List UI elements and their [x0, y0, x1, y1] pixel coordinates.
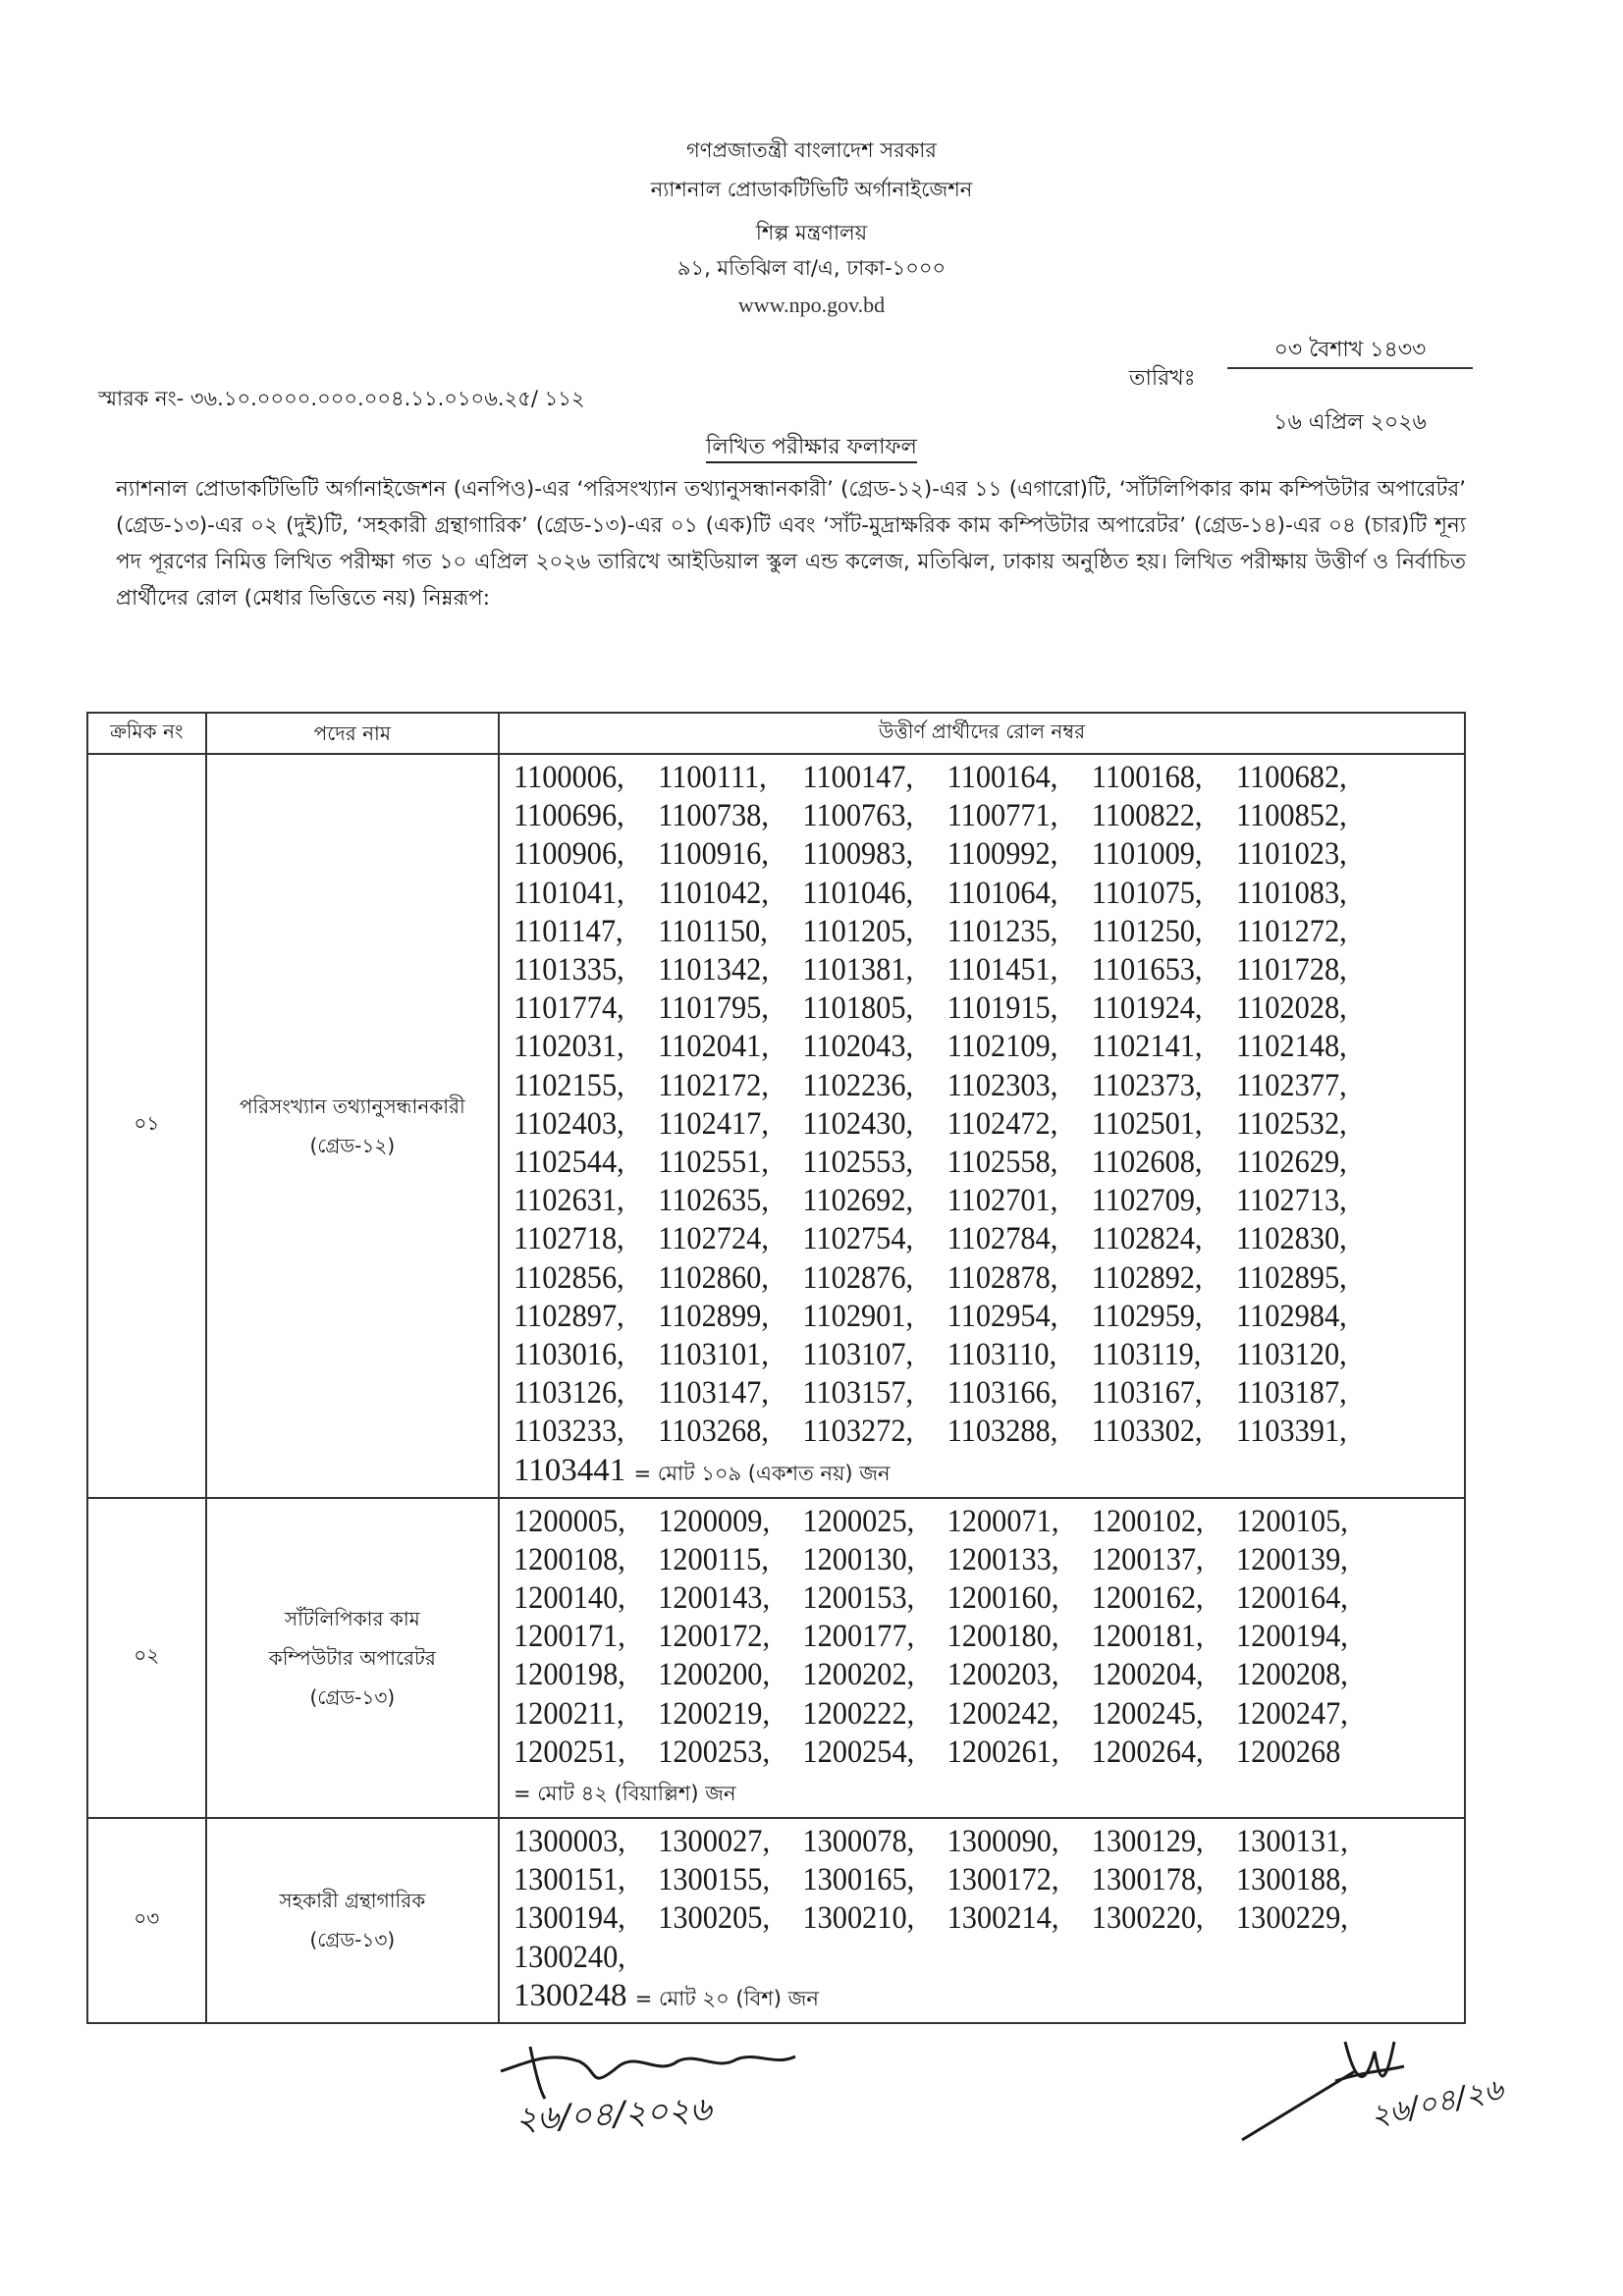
roll-number: 1200139,	[1236, 1541, 1348, 1577]
roll-number: 1102544,	[514, 1145, 624, 1181]
roll-number: 1103288,	[947, 1414, 1058, 1450]
memo-number: স্মারক নং- ৩৬.১০.০০০০.০০০.০০৪.১১.০১০৬.২৫/ ১১২	[98, 387, 585, 410]
roll-number: 1300220,	[1091, 1900, 1204, 1937]
roll-number: 1101451,	[947, 952, 1058, 988]
roll-grid	[514, 1823, 1380, 1977]
roll-number: 1102532,	[1236, 1105, 1347, 1142]
post-name: পরিসংখ্যান তথ্যানুসন্ধানকারী	[239, 1094, 465, 1118]
roll-number: 1102724,	[658, 1221, 769, 1257]
roll-number: 1102897,	[514, 1298, 624, 1334]
roll-number: 1103302,	[1091, 1414, 1203, 1450]
total-count: = মোট ১০৯ (একশত নয়) জন	[633, 1461, 891, 1485]
roll-number: 1300172,	[947, 1862, 1059, 1898]
rolls-cell	[499, 1498, 1465, 1818]
roll-number: 1102856,	[514, 1259, 624, 1296]
roll-number: 1102892,	[1091, 1259, 1203, 1296]
roll-number: 1101653,	[1091, 952, 1203, 988]
header-rolls: উত্তীর্ণ প্রার্থীদের রোল নম্বর	[499, 713, 1465, 754]
roll-number: 1200247,	[1236, 1695, 1348, 1732]
roll-number: 1200133,	[947, 1541, 1059, 1577]
roll-number: 1200245,	[1091, 1695, 1204, 1732]
post-name-line1: সাঁটলিপিকার কাম	[284, 1606, 420, 1630]
table-row	[87, 1498, 1465, 1818]
post-cell	[206, 1498, 499, 1818]
date-english: ১৬ এপ্রিল ২০২৬	[1273, 410, 1427, 435]
roll-number: 1103268,	[658, 1414, 769, 1450]
roll-number: 1103110,	[947, 1337, 1057, 1373]
org-name: ন্যাশনাল প্রোডাকটিভিটি অর্গানাইজেশন	[650, 178, 973, 201]
table-row	[87, 754, 1465, 1498]
roll-number: 1101728,	[1236, 952, 1347, 988]
roll-number: 1101064,	[947, 875, 1058, 911]
roll-number: 1100822,	[1091, 798, 1203, 834]
roll-number: 1100738,	[658, 798, 769, 834]
roll-number: 1101009,	[1091, 836, 1203, 873]
roll-number: 1101041,	[514, 875, 624, 911]
roll-number: 1102303,	[947, 1067, 1058, 1103]
serial-cell: ০২	[87, 1498, 206, 1818]
roll-number: 1200204,	[1091, 1657, 1204, 1693]
roll-number: 1200242,	[947, 1695, 1059, 1732]
roll-number: 1101795,	[658, 990, 769, 1027]
roll-number: 1300155,	[658, 1862, 771, 1898]
intro-paragraph: ন্যাশনাল প্রোডাকটিভিটি অর্গানাইজেশন (এনপিও)-এর ‘পরিসংখ্যান তথ্যানুসন্ধানকারী’ (গ্রেড-১২)-এর ১১ (এগারো)টি, ‘সাঁটলিপিকার কাম কম্পিউটার অপারেটর’ (গ্রেড-১৩)-এর ০২ (দুই)টি, ‘সহকারী গ্রন্থাগারিক’ (গ্রেড-১৩)-এর ০১ (এক)টি এবং ‘সাঁট-মুদ্রাক্ষরিক কাম কম্পিউটার অপারেটর’ (গ্রেড-১৪)-এর ০৪ (চার)টি শূন্য পদ পূরণের নিমিত্ত লিখিত পরীক্ষা গত ১০ এপ্রিল ২০২৬ তারিখে আইডিয়াল স্কুল এন্ড কলেজ, মতিঝিল, ঢাকায় অনুষ্ঠিত হয়। লিখিত পরীক্ষায় উত্তীর্ণ ও নির্বাচিত প্রার্থীদের রোল (মেধার ভিত্তিতে নয়) নিম্নরূপ:	[116, 477, 1466, 611]
roll-number: 1102954,	[947, 1298, 1058, 1334]
roll-number: 1300240,	[514, 1939, 625, 1975]
roll-number: 1103016,	[514, 1337, 624, 1373]
roll-grid	[514, 759, 1380, 1452]
roll-number: 1102430,	[802, 1105, 914, 1142]
roll-number: 1200137,	[1091, 1541, 1204, 1577]
roll-number: 1200202,	[802, 1657, 915, 1693]
roll-number: 1100682,	[1236, 760, 1347, 795]
roll-number: 1100916,	[658, 836, 769, 873]
roll-number: 1102377,	[1236, 1067, 1347, 1103]
roll-number: 1102501,	[1091, 1105, 1203, 1142]
gov-name: গণপ্রজাতন্ত্রী বাংলাদেশ সরকার	[686, 138, 937, 162]
roll-number: 1102824,	[1091, 1221, 1203, 1257]
roll-number: 1200105,	[1236, 1503, 1348, 1539]
post-grade: (গ্রেড-১৩)	[309, 1684, 396, 1709]
roll-number: 1102631,	[514, 1183, 624, 1219]
roll-number: 1101205,	[802, 913, 914, 949]
roll-total-line	[514, 1772, 1456, 1813]
roll-number: 1200071,	[947, 1503, 1059, 1539]
serial-cell: ০৩	[87, 1818, 206, 2023]
roll-number: 1102635,	[658, 1183, 769, 1219]
roll-number: 1101381,	[802, 952, 914, 988]
left-signature-date: ২৬/০৪/২০২৬	[514, 2089, 713, 2140]
roll-number: 1103119,	[1091, 1337, 1202, 1373]
header-serial: ক্রমিক নং	[87, 713, 206, 754]
roll-number: 1200153,	[802, 1580, 915, 1617]
roll-number: 1300229,	[1236, 1900, 1348, 1937]
roll-number: 1200200,	[658, 1657, 771, 1693]
roll-number: 1200171,	[514, 1619, 625, 1655]
roll-number: 1300178,	[1091, 1862, 1204, 1898]
roll-number: 1102373,	[1091, 1067, 1203, 1103]
roll-grid	[514, 1503, 1380, 1772]
roll-number: 1200025,	[802, 1503, 915, 1539]
roll-number: 1103126,	[514, 1375, 624, 1412]
post-cell	[206, 754, 499, 1498]
roll-number: 1103233,	[514, 1414, 624, 1450]
roll-number: 1101250,	[1091, 913, 1203, 949]
roll-number: 1100852,	[1236, 798, 1347, 834]
post-name: সহকারী গ্রন্থাগারিক	[279, 1889, 426, 1913]
roll-number: 1101915,	[947, 990, 1058, 1027]
roll-number: 1200254,	[802, 1734, 915, 1770]
last-roll: 1103441	[514, 1452, 626, 1488]
roll-number: 1200160,	[947, 1580, 1059, 1617]
roll-number: 1102236,	[802, 1067, 914, 1103]
roll-number: 1102701,	[947, 1183, 1058, 1219]
table-header-row	[87, 713, 1465, 754]
roll-number: 1102784,	[947, 1221, 1058, 1257]
roll-number: 1102878,	[947, 1259, 1058, 1296]
post-cell	[206, 1818, 499, 2023]
roll-number: 1101335,	[514, 952, 624, 988]
roll-number: 1200198,	[514, 1657, 625, 1693]
roll-number: 1200177,	[802, 1619, 915, 1655]
roll-number: 1102718,	[514, 1221, 624, 1257]
roll-number: 1102028,	[1236, 990, 1347, 1027]
roll-number: 1100983,	[802, 836, 914, 873]
roll-number: 1102403,	[514, 1105, 624, 1142]
roll-number: 1200194,	[1236, 1619, 1348, 1655]
roll-number: 1102895,	[1236, 1259, 1347, 1296]
header-post: পদের নাম	[206, 713, 499, 754]
roll-number: 1300205,	[658, 1900, 771, 1937]
roll-number: 1102959,	[1091, 1298, 1203, 1334]
roll-number: 1200130,	[802, 1541, 915, 1577]
roll-number: 1103120,	[1236, 1337, 1347, 1373]
roll-number: 1200208,	[1236, 1657, 1348, 1693]
roll-number: 1103101,	[658, 1337, 769, 1373]
roll-number: 1102109,	[947, 1029, 1058, 1065]
roll-number: 1300214,	[947, 1900, 1059, 1937]
roll-number: 1103157,	[802, 1375, 914, 1412]
title-text: লিখিত পরীক্ষার ফলাফল	[706, 435, 917, 463]
post-grade: (গ্রেড-১২)	[309, 1133, 396, 1157]
roll-number: 1200009,	[658, 1503, 771, 1539]
roll-number: 1102472,	[947, 1105, 1058, 1142]
roll-number: 1102629,	[1236, 1145, 1347, 1181]
roll-number: 1102141,	[1091, 1029, 1203, 1065]
roll-number: 1100147,	[802, 760, 914, 795]
rolls-cell	[499, 1818, 1465, 2023]
total-count: = মোট ৪২ (বিয়াল্লিশ) জন	[514, 1782, 736, 1806]
roll-number: 1300194,	[514, 1900, 625, 1937]
roll-number: 1103166,	[947, 1375, 1058, 1412]
roll-number: 1100763,	[802, 798, 914, 834]
roll-number: 1200140,	[514, 1580, 625, 1617]
roll-number: 1200108,	[514, 1541, 625, 1577]
rolls-cell	[499, 754, 1465, 1498]
post-grade: (গ্রেড-১৩)	[309, 1928, 396, 1952]
roll-number: 1100696,	[514, 798, 624, 834]
roll-number: 1102558,	[947, 1145, 1058, 1181]
roll-number: 1200102,	[1091, 1503, 1204, 1539]
roll-number: 1102754,	[802, 1221, 914, 1257]
roll-number: 1200115,	[658, 1541, 769, 1577]
roll-number: 1200172,	[658, 1619, 771, 1655]
roll-number: 1102043,	[802, 1029, 914, 1065]
roll-number: 1300151,	[514, 1862, 625, 1898]
roll-number: 1103272,	[802, 1414, 914, 1450]
roll-number: 1100992,	[947, 836, 1058, 873]
roll-number: 1200181,	[1091, 1619, 1204, 1655]
roll-number: 1300003,	[514, 1824, 625, 1860]
roll-number: 1102551,	[658, 1145, 769, 1181]
roll-number: 1100906,	[514, 836, 624, 873]
roll-number: 1102148,	[1236, 1029, 1347, 1065]
roll-number: 1101150,	[658, 913, 768, 949]
website: www.npo.gov.bd	[737, 293, 886, 317]
right-signature-date: ২৬/০৪/২৬	[1367, 2072, 1507, 2134]
roll-number: 1101924,	[1091, 990, 1203, 1027]
roll-number: 1101083,	[1236, 875, 1347, 911]
post-name-line2: কম্পিউটার অপারেটর	[268, 1645, 436, 1670]
roll-number: 1200211,	[514, 1695, 624, 1732]
roll-number: 1300027,	[658, 1824, 771, 1860]
roll-number: 1102709,	[1091, 1183, 1203, 1219]
roll-number: 1103147,	[658, 1375, 769, 1412]
last-roll: 1300248	[514, 1977, 627, 2013]
roll-number: 1102155,	[514, 1067, 624, 1103]
roll-number: 1102713,	[1236, 1183, 1347, 1219]
roll-number: 1100164,	[947, 760, 1058, 795]
roll-number: 1103391,	[1236, 1414, 1347, 1450]
date-divider	[1227, 367, 1473, 402]
roll-number: 1101075,	[1091, 875, 1203, 911]
roll-number: 1300188,	[1236, 1862, 1348, 1898]
roll-number: 1200203,	[947, 1657, 1059, 1693]
roll-number: 1102984,	[1236, 1298, 1347, 1334]
date-label: তারিখঃ	[1129, 366, 1196, 391]
roll-number: 1101774,	[514, 990, 624, 1027]
roll-number: 1102860,	[658, 1259, 769, 1296]
roll-total-line	[514, 1977, 1456, 2018]
roll-number: 1103167,	[1091, 1375, 1203, 1412]
roll-number: 1200162,	[1091, 1580, 1204, 1617]
roll-number: 1200261,	[947, 1734, 1059, 1770]
roll-number: 1101342,	[658, 952, 769, 988]
roll-total-line	[514, 1452, 1456, 1493]
serial-cell: ০১	[87, 754, 206, 1498]
roll-number: 1102041,	[658, 1029, 769, 1065]
roll-number: 1100006,	[514, 760, 624, 795]
roll-number: 1101042,	[658, 875, 769, 911]
roll-number: 1102876,	[802, 1259, 914, 1296]
roll-number: 1200005,	[514, 1503, 625, 1539]
roll-number: 1300131,	[1236, 1824, 1348, 1860]
roll-number: 1103107,	[802, 1337, 914, 1373]
results-table	[86, 712, 1466, 2024]
roll-number: 1101272,	[1236, 913, 1347, 949]
roll-number: 1102608,	[1091, 1145, 1203, 1181]
roll-number: 1200164,	[1236, 1580, 1348, 1617]
date-bangla: ০৩ বৈশাখ ১৪৩৩	[1273, 338, 1427, 362]
roll-number: 1300210,	[802, 1900, 915, 1937]
roll-number: 1102692,	[802, 1183, 914, 1219]
last-roll: 1200268	[1236, 1734, 1341, 1770]
roll-number: 1200264,	[1091, 1734, 1204, 1770]
roll-number: 1100111,	[658, 760, 767, 795]
roll-number: 1200143,	[658, 1580, 771, 1617]
ministry-name: শিল্প মন্ত্রণালয়	[755, 221, 868, 244]
roll-number: 1200222,	[802, 1695, 915, 1732]
roll-number: 1100771,	[947, 798, 1058, 834]
roll-number: 1101147,	[514, 913, 623, 949]
roll-number: 1300165,	[802, 1862, 915, 1898]
roll-number: 1200180,	[947, 1619, 1059, 1655]
roll-number: 1100168,	[1091, 760, 1203, 795]
address: ৯১, মতিঝিল বা/এ, ঢাকা-১০০০	[676, 256, 947, 280]
total-count: = মোট ২০ (বিশ) জন	[634, 1986, 819, 2010]
roll-number: 1300129,	[1091, 1824, 1204, 1860]
document-title	[0, 430, 1623, 466]
roll-number: 1101235,	[947, 913, 1058, 949]
roll-number: 1101023,	[1236, 836, 1347, 873]
roll-number: 1102901,	[802, 1298, 914, 1334]
roll-number: 1300090,	[947, 1824, 1059, 1860]
roll-number: 1300078,	[802, 1824, 915, 1860]
roll-number: 1103187,	[1236, 1375, 1347, 1412]
roll-number: 1200253,	[658, 1734, 771, 1770]
roll-number: 1101046,	[802, 875, 914, 911]
roll-number: 1102031,	[514, 1029, 624, 1065]
roll-number: 1102172,	[658, 1067, 769, 1103]
roll-number: 1102899,	[658, 1298, 769, 1334]
roll-number: 1200219,	[658, 1695, 771, 1732]
table-row	[87, 1818, 1465, 2023]
roll-number: 1102417,	[658, 1105, 769, 1142]
roll-number: 1102830,	[1236, 1221, 1347, 1257]
roll-number: 1102553,	[802, 1145, 914, 1181]
roll-number: 1200251,	[514, 1734, 625, 1770]
roll-number: 1101805,	[802, 990, 914, 1027]
